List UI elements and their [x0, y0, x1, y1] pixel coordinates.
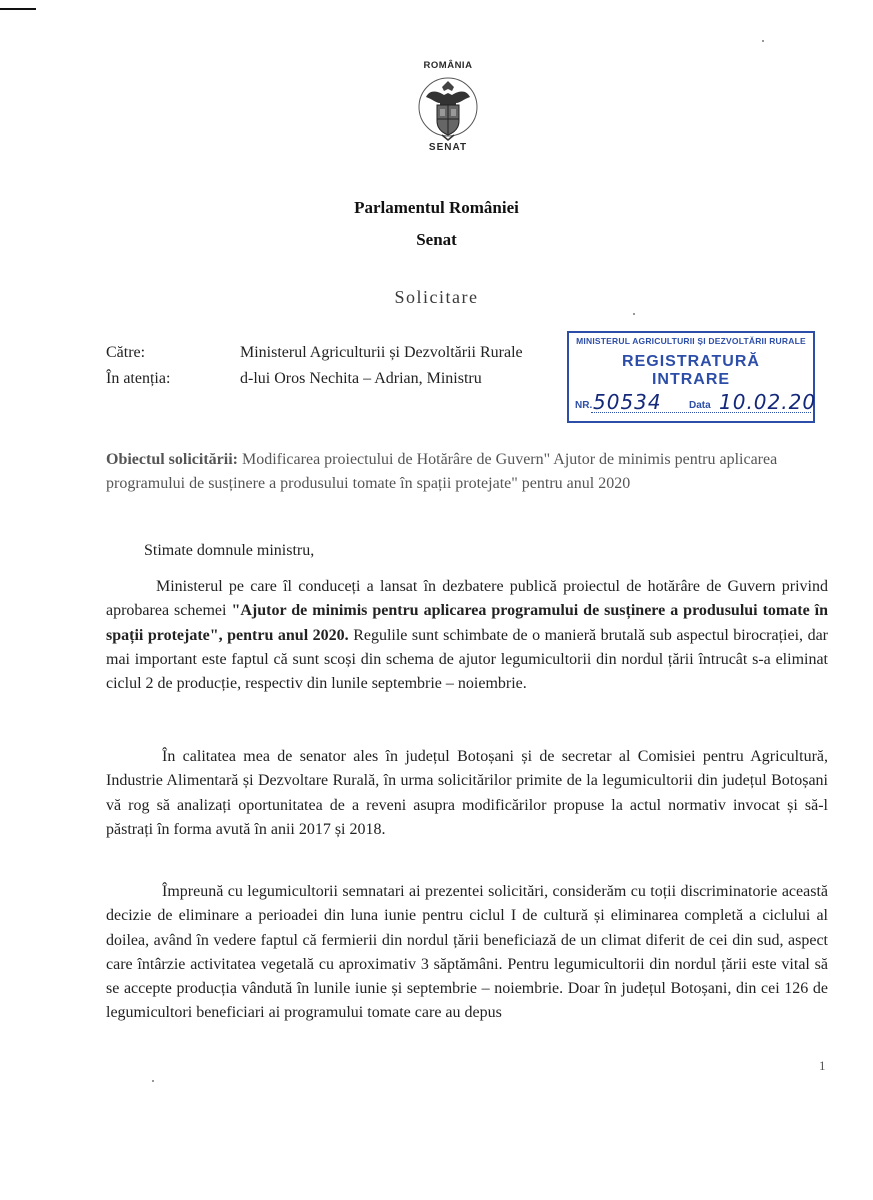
senate-crest: [407, 60, 489, 160]
coat-of-arms-icon: [418, 73, 478, 143]
stamp-nr-label: NR.: [575, 400, 593, 411]
to-label: Către:: [106, 344, 146, 361]
attention-value: d-lui Oros Nechita – Adrian, Ministru: [240, 370, 482, 387]
document-type-title: Solicitare: [394, 287, 479, 307]
stamp-date-value: 10.02.20: [719, 390, 817, 414]
page-number: 1: [819, 1058, 826, 1073]
scan-speck: [152, 1080, 154, 1082]
objective-label: Obiectul solicitării:: [106, 451, 238, 468]
attention-label: În atenția:: [106, 370, 171, 387]
objective-text: Modificarea proiectului de Hotărâre de Guvern" Ajutor de minimis pentru aplicarea programului de susținere a produsului tomate în spații protejate" pentru anul 2020: [106, 451, 778, 492]
stamp-date-label: Data: [689, 400, 711, 411]
paragraph-2: În calitatea mea de senator ales în județul Botoșani și de secretar al Comisiei pentru Agricultură, Industrie Alimentară și Dezvoltare Rurală, în urma solicitărilor primite de la legumicultorii din județul Botoșani vă rog să analizați oportunitatea de a reveni asupra modificărilor propuse la actul normativ invocat și să-l păstrați în forma avută în anii 2017 și 2018.: [106, 748, 828, 838]
objective-section: [106, 448, 816, 496]
registry-stamp: [567, 331, 815, 423]
paragraph-1-scheme-title: "Ajutor de minimis pentru aplicarea programului de susținere a produsului tomate în spații protejate", pentru anul 2020.: [106, 602, 829, 644]
stamp-intake-text: INTRARE: [651, 371, 731, 388]
chamber-title: Senat: [416, 230, 457, 249]
crest-senat-text: SENAT: [428, 142, 468, 153]
salutation: Stimate domnule ministru,: [144, 542, 315, 559]
paragraph-1-body: Regulile sunt schimbate de o manieră brutală sub aspectul birocrației, dar mai important este faptul că sunt scoși din schema de ajutor legumicultorii din nordul țării întrucât s-a eliminat ciclul 2 de producție, respectiv din lunile septembrie – noiembrie.: [106, 626, 828, 693]
scan-speck: [762, 40, 764, 42]
paragraph-1: [106, 575, 828, 696]
crest-country-text: ROMÂNIA: [423, 60, 473, 71]
to-value: Ministerul Agriculturii și Dezvoltării Rurale: [240, 344, 523, 361]
stamp-registry-text: REGISTRATURĂ: [622, 353, 760, 370]
paragraph-1-intro: Ministerul pe care îl conduceți a lansat în dezbatere publică proiectul de hotărâre de Guvern privind aprobarea schemei: [106, 578, 828, 620]
stamp-nr-value: 50534: [593, 390, 662, 414]
stamp-ministry-text: MINISTERUL AGRICULTURII ȘI DEZVOLTĂRII RURALE: [576, 336, 806, 346]
paragraph-3: Împreună cu legumicultorii semnatari ai prezentei solicitări, considerăm cu toții discriminatorie această decizie de eliminare a perioadei din luna iunie pentru ciclul I de cultură și eliminarea completă a ciclului al doilea, având în vedere faptul că fermierii din nordul țării beneficiază de un climat diferit de cei din sud, aspect care întârzie activitatea vegetală cu aproximativ 3 săptămâni. Pentru legumicultorii din nordul țării este vital să se accepte producția vândută în lunile iunie și septembrie – noiembrie. Doar în județul Botoșani, din cei 126 de legumicultori beneficiari ai programului tomate care au depus: [106, 883, 828, 1022]
scan-speck: [633, 313, 635, 315]
corner-mark: [0, 8, 36, 10]
institution-title: Parlamentul României: [354, 198, 519, 217]
